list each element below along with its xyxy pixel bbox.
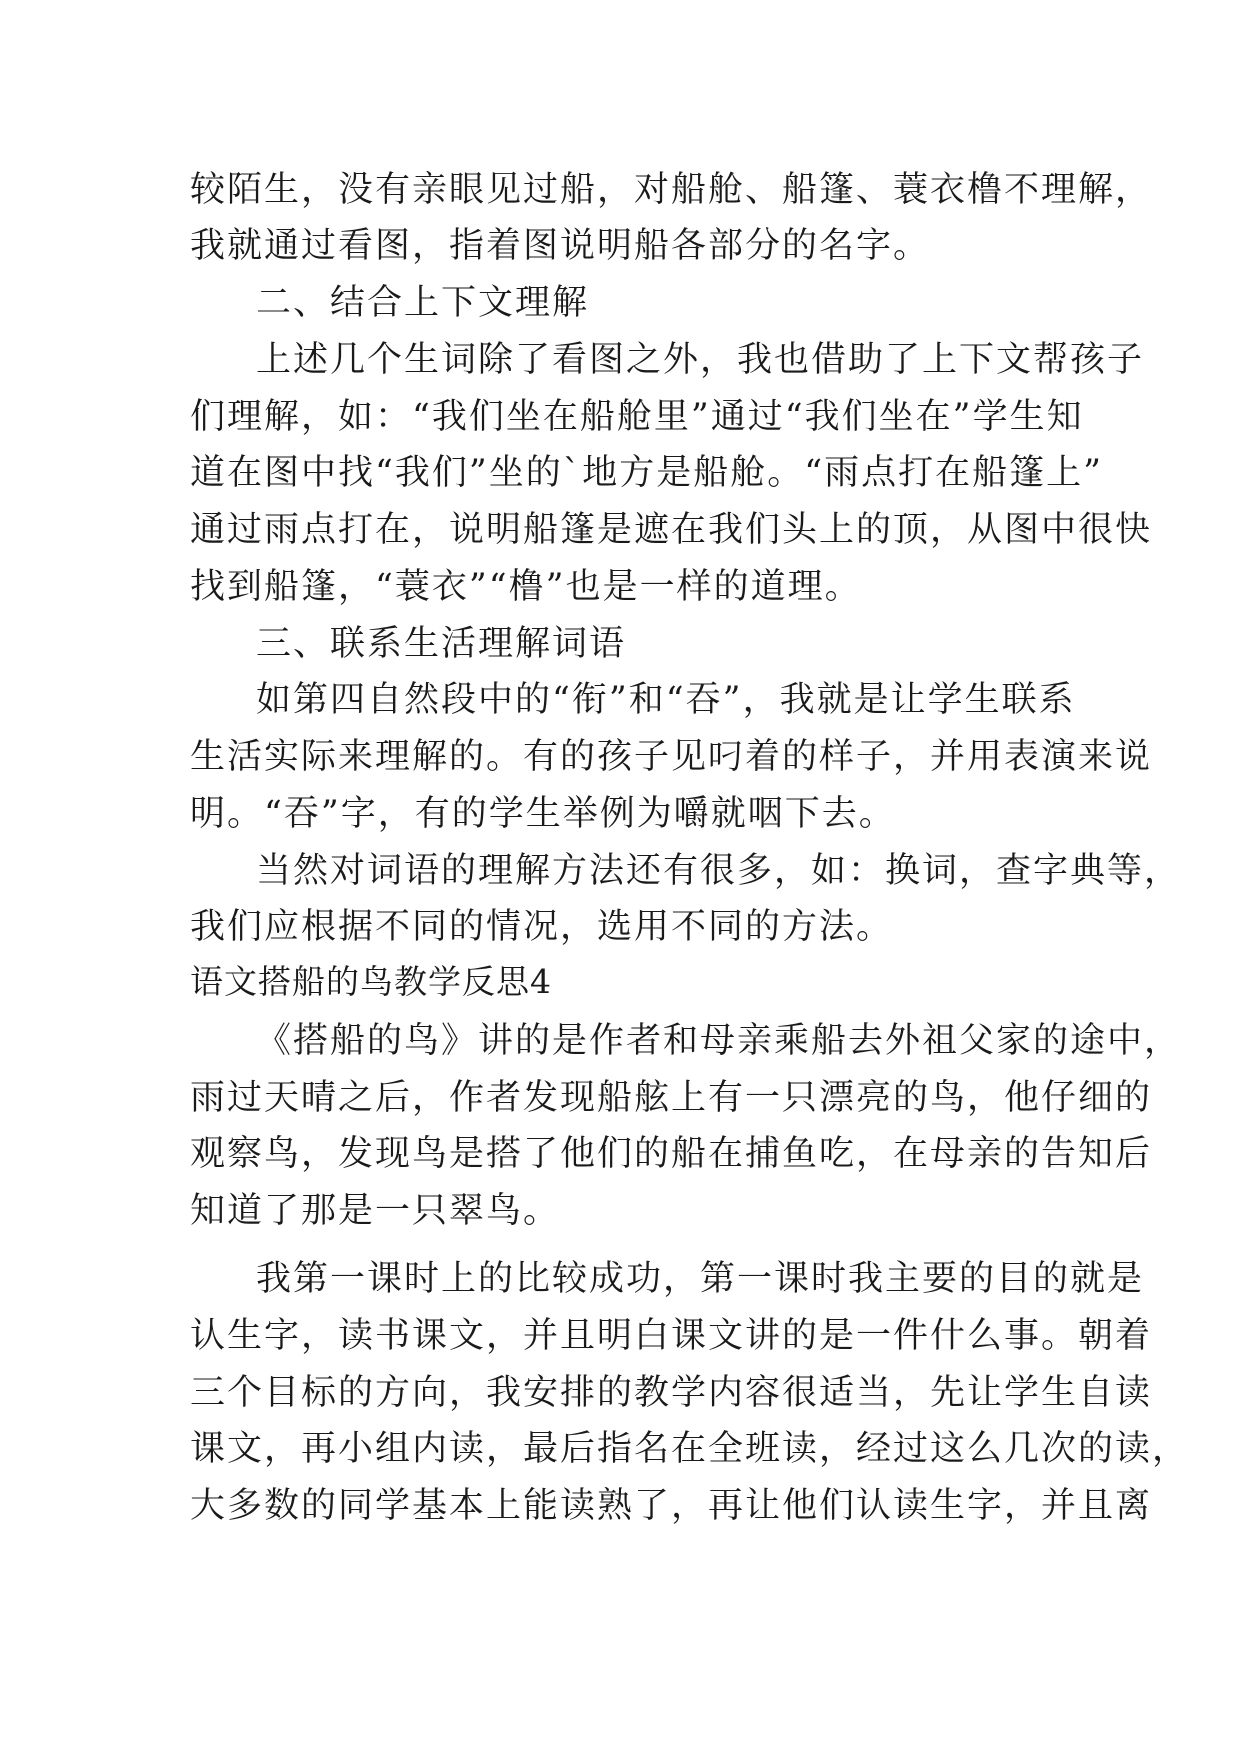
text-line: 明。“吞”字，有的学生举例为嚼就咽下去。 (190, 794, 896, 834)
article-title: 语文搭船的鸟教学反思4 (190, 962, 552, 1001)
text-line: 我第一课时上的比较成功，第一课时我主要的目的就是 (256, 1259, 1145, 1299)
text-line: 《搭船的鸟》讲的是作者和母亲乘船去外祖父家的途中， (256, 1021, 1182, 1061)
text-line: 生活实际来理解的。有的孩子见叼着的样子，并用表演来说 (190, 737, 1153, 777)
section-heading: 三、联系生活理解词语 (256, 624, 627, 664)
text-line: 观察鸟，发现鸟是搭了他们的船在捕鱼吃，在母亲的告知后 (190, 1134, 1153, 1174)
text-line: 当然对词语的理解方法还有很多，如：换词，查字典等， (256, 851, 1182, 891)
text-line: 上述几个生词除了看图之外，我也借助了上下文帮孩子 (256, 340, 1145, 380)
text-line: 认生字，读书课文，并且明白课文讲的是一件什么事。朝着 (190, 1316, 1153, 1356)
text-line: 知道了那是一只翠鸟。 (190, 1191, 561, 1231)
text-line: 较陌生，没有亲眼见过船，对船舱、船篷、蓑衣橹不理解， (190, 170, 1153, 210)
text-line: 我们应根据不同的情况，选用不同的方法。 (190, 907, 894, 947)
text-line: 雨过天晴之后，作者发现船舷上有一只漂亮的鸟，他仔细的 (190, 1078, 1153, 1118)
text-line: 大多数的同学基本上能读熟了，再让他们认读生字，并且离 (190, 1486, 1153, 1526)
text-line: 找到船篷，“蓑衣”“橹”也是一样的道理。 (190, 567, 862, 607)
text-line: 道在图中找“我们”坐的`地方是船舱。“雨点打在船篷上” (190, 453, 1104, 493)
text-line: 课文，再小组内读，最后指名在全班读，经过这么几次的读， (190, 1429, 1190, 1469)
text-line: 我就通过看图，指着图说明船各部分的名字。 (190, 226, 931, 266)
text-line: 如第四自然段中的“衔”和“吞”，我就是让学生联系 (256, 680, 1076, 720)
text-line: 们理解，如：“我们坐在船舱里”通过“我们坐在”学生知 (190, 397, 1084, 437)
text-line: 三个目标的方向，我安排的教学内容很适当，先让学生自读 (190, 1373, 1153, 1413)
text-line: 通过雨点打在，说明船篷是遮在我们头上的顶，从图中很快 (190, 510, 1153, 550)
section-heading: 二、结合上下文理解 (256, 283, 590, 323)
